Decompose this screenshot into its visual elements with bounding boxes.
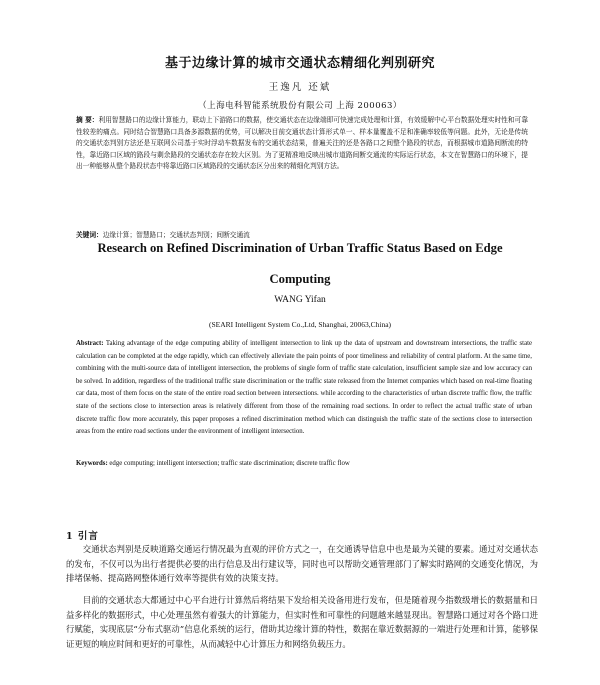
english-keywords-text: edge computing; intelligent intersection; traffic state discrimination; discrete traffic flow	[107, 460, 350, 467]
intro-paragraph-1: 交通状态判别是反映道路交通运行情况最为直观的评价方式之一，在交通诱导信息中也是最为关键的要素。通过对交通状态的发布，不仅可以为出行者提供必要的出行信息及出行建议等，同时也可以帮助交通管理部门了解实时路网的交通变化情况，为排堵保畅、提高路网整体通行效率等提供有效的决策支持。	[66, 544, 538, 584]
chinese-abstract-text: 利用智慧路口的边缘计算能力，联动上下游路口的数据，使交通状态在边缘端即可快速完成处理和计算，有效缓解中心平台数据处理实时性和可靠性较差的痛点。同时结合智慧路口具备多源数据的优势，可以解决目前交通状态计算形式单一、样本量覆盖不足和准确率较低等问题。此外，无论是传统的交通状态判别方法还是互联网公司基于实时浮动车数据发布的交通状态结果，普遍关注的还是各路口之间整个路段的状态，而根据城市道路间断流的特性，靠近路口区域的路段与剩余路段的交通状态存在较大区别。为了更精准地反映出城市道路间断交通流的实际运行状态，本文在智慧路口的环境下，提出一种能够从整个路段状态中将靠近路口区域路段的交通状态区分出来的精细化判别方法。	[76, 116, 529, 171]
english-abstract	[76, 338, 532, 439]
section-heading-introduction: 1 引言	[66, 531, 99, 542]
english-keywords-label: Keywords:	[76, 460, 108, 467]
chinese-abstract-label: 摘 要：	[76, 116, 99, 124]
english-author: WANG Yifan	[274, 295, 326, 305]
chinese-authors: 王逸凡 还斌	[268, 82, 332, 93]
english-abstract-label: Abstract:	[76, 340, 104, 347]
english-title-line-1: Research on Refined Discrimination of Urban Traffic Status Based on Edge	[97, 241, 503, 255]
english-title-line-2: Computing	[269, 272, 331, 286]
english-abstract-text: Taking advantage of the edge computing ability of intelligent intersection to link up the data of upstream and downstream intersections, the traffic state calculation can be completed at the edge rapidly, which can effectively alleviate the pain points of poor timeliness and reliability of central platform. At the same time, combining with the multi-source data of intelligent intersection, the problems of single form of traffic state calculation, insufficient sample size and low accuracy can be solved. In addition, regardless of the traditional traffic state discrimination or the traffic state released from the Internet companies which based on real-time floating car data, most of them focus on the state of the entire road section between intersections. while according to the characteristics of urban discrete traffic flow, the traffic state of the sections close to intersection areas is relatively different from those of the remaining road sections. In order to reflect the actual traffic state of urban discrete traffic flow more accurately, this paper proposes a refined discrimination method which can distinguish the traffic state of the sections close to intersection areas from the entire road sections under the environment of intelligent intersection.	[76, 340, 532, 436]
chinese-abstract	[76, 115, 528, 173]
english-keywords	[76, 459, 532, 469]
chinese-title: 基于边缘计算的城市交通状态精细化判别研究	[164, 56, 435, 71]
chinese-keywords-text: 边缘计算；智慧路口；交通状态判别；间断交通流	[102, 231, 250, 239]
english-title	[40, 233, 560, 295]
chinese-affiliation: （上海电科智能系统股份有限公司 上海 200063）	[198, 101, 402, 111]
english-affiliation: (SEARI Intelligent System Co.,Ltd, Shanghai, 20063,China)	[208, 320, 392, 329]
intro-paragraph-2: 目前的交通状态大都通过中心平台进行计算然后将结果下发给相关设备用进行发布，但是随着现今指数级增长的数据量和日益多样化的数据形式，中心处理虽然有着强大的计算能力，但实时性和可靠性的问题越来越显现出。智慧路口通过对各个路口进行赋能，实现底层“分布式驱动”信息化系统的运行，借助其边缘计算的特性，数据在靠近数据源的一端进行处理和计算，能够保证更短的响应时间和更好的可靠性，从而减轻中心计算压力和网络负载压力。	[66, 595, 538, 649]
chinese-keywords-label: 关键词：	[76, 231, 103, 239]
